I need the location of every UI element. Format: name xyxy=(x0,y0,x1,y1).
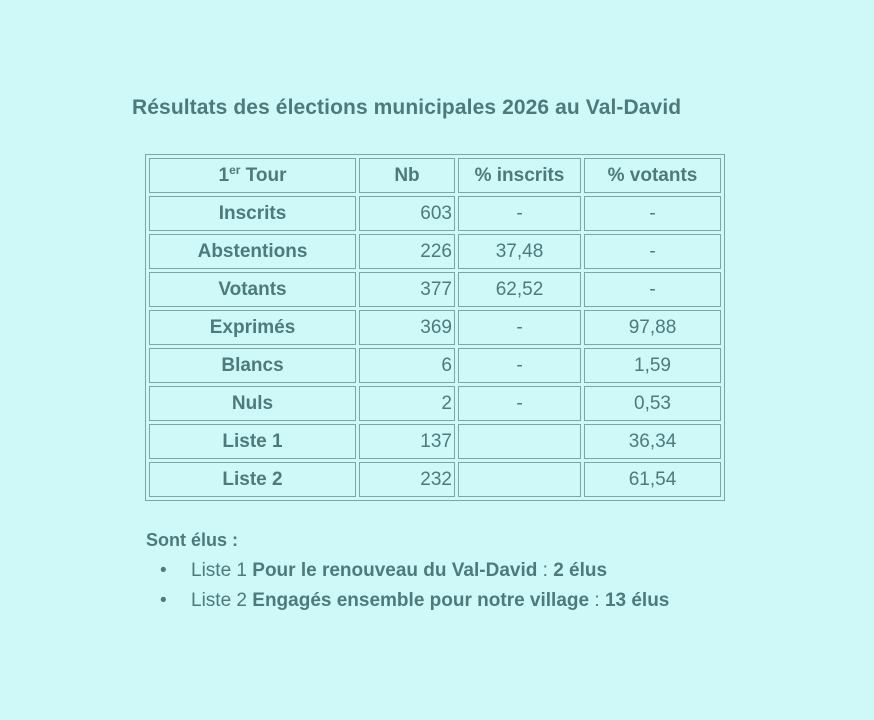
page-title: Résultats des élections municipales 2026 au Val-David xyxy=(132,96,682,119)
list-prefix: Liste 2 xyxy=(191,590,253,611)
elected-list xyxy=(160,556,669,616)
table-row xyxy=(149,348,721,383)
row-pct-votants: - xyxy=(584,196,721,231)
table-row xyxy=(149,386,721,421)
bullet-icon: • xyxy=(160,560,167,581)
list-separator: : xyxy=(537,560,554,581)
table-row xyxy=(149,234,721,269)
row-pct-votants: 0,53 xyxy=(584,386,721,421)
header-tour-superscript: er xyxy=(229,162,241,177)
bullet-icon: • xyxy=(160,590,167,611)
table-row xyxy=(149,462,721,497)
header-tour-number: 1 xyxy=(218,164,230,186)
row-nb: 603 xyxy=(359,196,455,231)
row-label: Blancs xyxy=(149,348,356,383)
row-pct-votants: 1,59 xyxy=(584,348,721,383)
results-table xyxy=(145,154,725,501)
list-name: Pour le renouveau du Val-David xyxy=(252,560,538,581)
list-item xyxy=(160,586,669,616)
list-separator: : xyxy=(589,590,605,611)
list-name: Engagés ensemble pour notre village xyxy=(252,590,590,611)
row-nb: 6 xyxy=(359,348,455,383)
row-nb: 369 xyxy=(359,310,455,345)
row-pct-votants: 97,88 xyxy=(584,310,721,345)
row-pct-inscrits: - xyxy=(458,196,581,231)
row-pct-votants: - xyxy=(584,272,721,307)
list-elected-count: 13 élus xyxy=(604,590,670,611)
row-nb: 226 xyxy=(359,234,455,269)
row-label: Liste 2 xyxy=(149,462,356,497)
row-label: Exprimés xyxy=(149,310,356,345)
row-label: Nuls xyxy=(149,386,356,421)
row-pct-inscrits: - xyxy=(458,310,581,345)
row-pct-inscrits xyxy=(458,424,581,459)
row-nb: 232 xyxy=(359,462,455,497)
row-label: Liste 1 xyxy=(149,424,356,459)
list-item xyxy=(160,556,669,586)
row-pct-inscrits: 37,48 xyxy=(458,234,581,269)
row-pct-inscrits: - xyxy=(458,348,581,383)
row-label: Abstentions xyxy=(149,234,356,269)
row-nb: 2 xyxy=(359,386,455,421)
row-pct-inscrits: - xyxy=(458,386,581,421)
row-pct-votants: - xyxy=(584,234,721,269)
header-pct-votants: % votants xyxy=(584,158,721,193)
table-row xyxy=(149,272,721,307)
row-pct-votants: 61,54 xyxy=(584,462,721,497)
header-pct-inscrits: % inscrits xyxy=(458,158,581,193)
row-label: Inscrits xyxy=(149,196,356,231)
header-tour-suffix: Tour xyxy=(240,164,287,186)
table-row xyxy=(149,424,721,459)
table-row xyxy=(149,310,721,345)
row-pct-votants: 36,34 xyxy=(584,424,721,459)
row-nb: 137 xyxy=(359,424,455,459)
elected-heading: Sont élus : xyxy=(146,530,239,550)
table-row xyxy=(149,196,721,231)
row-label: Votants xyxy=(149,272,356,307)
list-elected-count: 2 élus xyxy=(553,560,608,581)
row-pct-inscrits: 62,52 xyxy=(458,272,581,307)
table-header-row xyxy=(149,158,721,193)
header-nb: Nb xyxy=(359,158,455,193)
header-tour xyxy=(149,158,356,193)
row-pct-inscrits xyxy=(458,462,581,497)
row-nb: 377 xyxy=(359,272,455,307)
list-prefix: Liste 1 xyxy=(191,560,253,581)
